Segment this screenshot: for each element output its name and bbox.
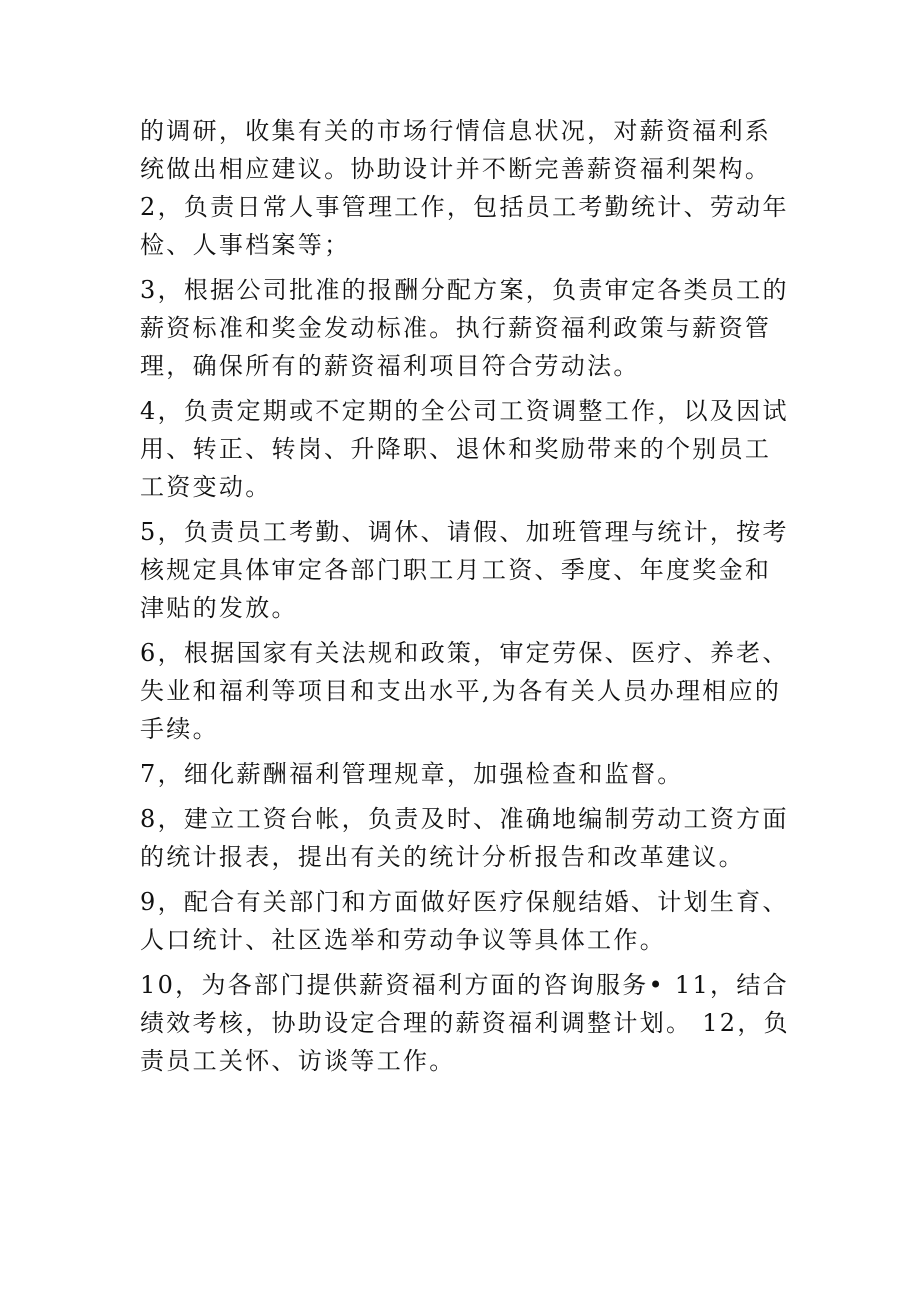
paragraph-1: 的调研，收集有关的市场行情信息状况，对薪资福利系统做出相应建议。协助设计并不断完善薪资福利架构。 2，负责日常人事管理工作，包括员工考勤统计、劳动年检、人事档案等； — [140, 117, 789, 259]
paragraph-3: 4，负责定期或不定期的全公司工资调整工作，以及因试用、转正、转岗、升降职、退休和奖励带来的个别员工工资变动。 — [140, 397, 789, 501]
paragraph-8: 9，配合有关部门和方面做好医疗保舰结婚、计划生育、人口统计、社区选举和劳动争议等具体工作。 — [140, 888, 789, 954]
document-body — [140, 112, 790, 1080]
paragraph-2: 3，根据公司批准的报酬分配方案，负责审定各类员工的薪资标准和奖金发动标准。执行薪资福利政策与薪资管理，确保所有的薪资福利项目符合劳动法。 — [140, 276, 789, 380]
paragraph-7: 8，建立工资台帐，负责及时、准确地编制劳动工资方面的统计报表，提出有关的统计分析报告和改革建议。 — [140, 805, 789, 871]
paragraph-6: 7，细化薪酬福利管理规章，加强检查和监督。 — [140, 760, 684, 788]
paragraph-4: 5，负责员工考勤、调休、请假、加班管理与统计，按考核规定具体审定各部门职工月工资、季度、年度奖金和津贴的发放。 — [140, 518, 789, 622]
paragraph-5: 6，根据国家有关法规和政策，审定劳保、医疗、养老、失业和福利等项目和支出水平,为各有关人员办理相应的手续。 — [140, 639, 789, 743]
paragraph-9: 10，为各部门提供薪资福利方面的咨询服务• 11，结合绩效考核，协助设定合理的薪资福利调整计划。 12，负责员工关怀、访谈等工作。 — [140, 971, 790, 1075]
